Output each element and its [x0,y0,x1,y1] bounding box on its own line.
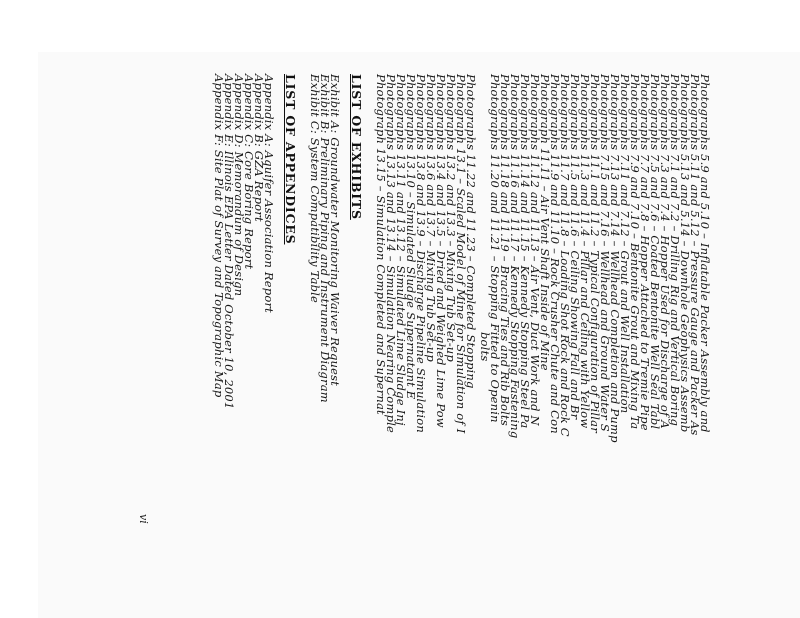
appendix-line: Appendix E: Illinois EPA Letter Dated October 10, 2001 [222,74,236,410]
photo-line: Photographs 11.22 and 11.23 – Completed Stopping [464,74,478,389]
page-number: vi [137,514,150,524]
photo-line: Photographs 11.3 and 11.4 – Pillar and Ceiling with Yellow [578,74,592,429]
document-page [38,52,800,618]
appendix-line: Appendix B: GZA Report [252,74,266,222]
photo-line: Photographs 11.18 and 11.19 – Bracing Ties and Rib Bolts [498,74,512,426]
photo-line: Photographs 7.15 and 7.16 – Wellhead and Ground Water S [598,74,612,432]
photo-line: Photographs 7.11 and 7.12 – Grout and Well Installation [618,74,632,414]
photo-line: Photographs 5.11 and 5.12 – Pressure Gauge and Packer As [688,74,702,436]
photo-line: Photograph 13.15 – Simulation Completed and Supernat [374,74,388,415]
appendix-line: Appendix D: Memorandum of Design [232,74,246,297]
photo-line: Photographs 11.14 and 11.15 – Kennedy Stopping Steel Pa [518,74,532,429]
photo-line: Photographs 11.5 and 11.6 – Ceiling Showing Fall and Br [568,74,582,420]
exhibits-heading: LIST OF EXHIBITS [349,74,364,220]
photo-line: Photographs 13.8 and 13.9 – Discharge Pipeline Simulation [414,74,428,433]
photo-line: Photographs 7.13 and 7.14 – Wellhead Completion and Pump [608,74,622,443]
photo-line: Photographs 13.10 – Simulated Sludge Supernatant E [404,74,418,400]
photo-line: Photographs 13.6 and 13.7 – Mixing Tub Set-up [424,74,438,362]
exhibit-line: Exhibit B: Preliminary Piping and Instrument Diagram [318,74,332,403]
photo-line: Photographs 5.13 and 5.14 – Downhole Geophysics Assemb [678,74,692,433]
appendix-line: Appendix A: Aquifer Association Report [262,74,276,313]
photo-line: Photographs 11.12 and 11.13 – Air Vent, Duct Work and N [528,74,542,426]
appendices-heading: LIST OF APPENDICES [283,74,298,245]
photo-line: Photographs 11.16 and 11.17 – Kennedy Stopping Fastening [508,74,522,439]
photo-line: Photographs 13.11 and 13.12 – Simulated Lime Sludge Inj [394,74,408,426]
photo-line: Photographs 13.2 and 13.3 – Mixing Tub Set-up [444,74,458,362]
appendix-line: Appendix F: Site Plat of Survey and Topographic Map [212,74,226,398]
photo-line: Photographs 13.13 and 13.14 – Simulation Nearing Comple [384,74,398,433]
photo-line: Photographs 11.9 and 11.10 – Rock Crusher Chute and Con [548,74,562,434]
photo-line: Photographs 7.9 and 7.10 – Bentonite Grout and Mixing Ta [628,74,642,430]
photo-line: Photographs 11.1 and 11.2 – Typical Configuration of Pillar [588,74,602,433]
photo-line-continuation: bolts [478,332,492,362]
photo-line: Photographs 11.20 and 11.21 – Stopping Fitted to Openin [488,74,502,423]
exhibit-line: Exhibit C: System Compatibility Table [308,74,322,304]
photo-line: Photographs 11.7 and 11.8 – Loading Shot Rock and Rock C [558,74,572,437]
photo-line: Photographs 7.5 and 7.6 – Coated Bentonite Well Seal Tabl [648,74,662,430]
rotated-content [137,74,712,618]
photo-line: Photographs 5.9 and 5.10 – Inflatable Packer Assembly and [698,74,712,433]
photo-line: Photographs 7.3 and 7.4 – Hopper Used for Discharge of A [658,74,672,429]
appendix-line: Appendix C: Core Boring Report [242,74,256,270]
photo-line: Photographs 7.1 and 7.2 – Drilling Rig and Vertical Boring [668,74,682,427]
photo-line: Photographs 13.4 and 13.5 – Dried and Weighed Lime Pow [434,74,448,428]
photo-line: Photographs 7.7 and 7.8 – Hopper Attached to Tremie Pipe [638,74,652,431]
photo-line: Photograph 13.1 – Scaled Model of Mine for Simulation of I [454,74,468,434]
exhibit-line: Exhibit A: Groundwater Monitoring Waiver Request [328,74,342,387]
photo-line: Photograph 11.11 – Air Vent Shaft Inside of Mine [538,74,552,371]
